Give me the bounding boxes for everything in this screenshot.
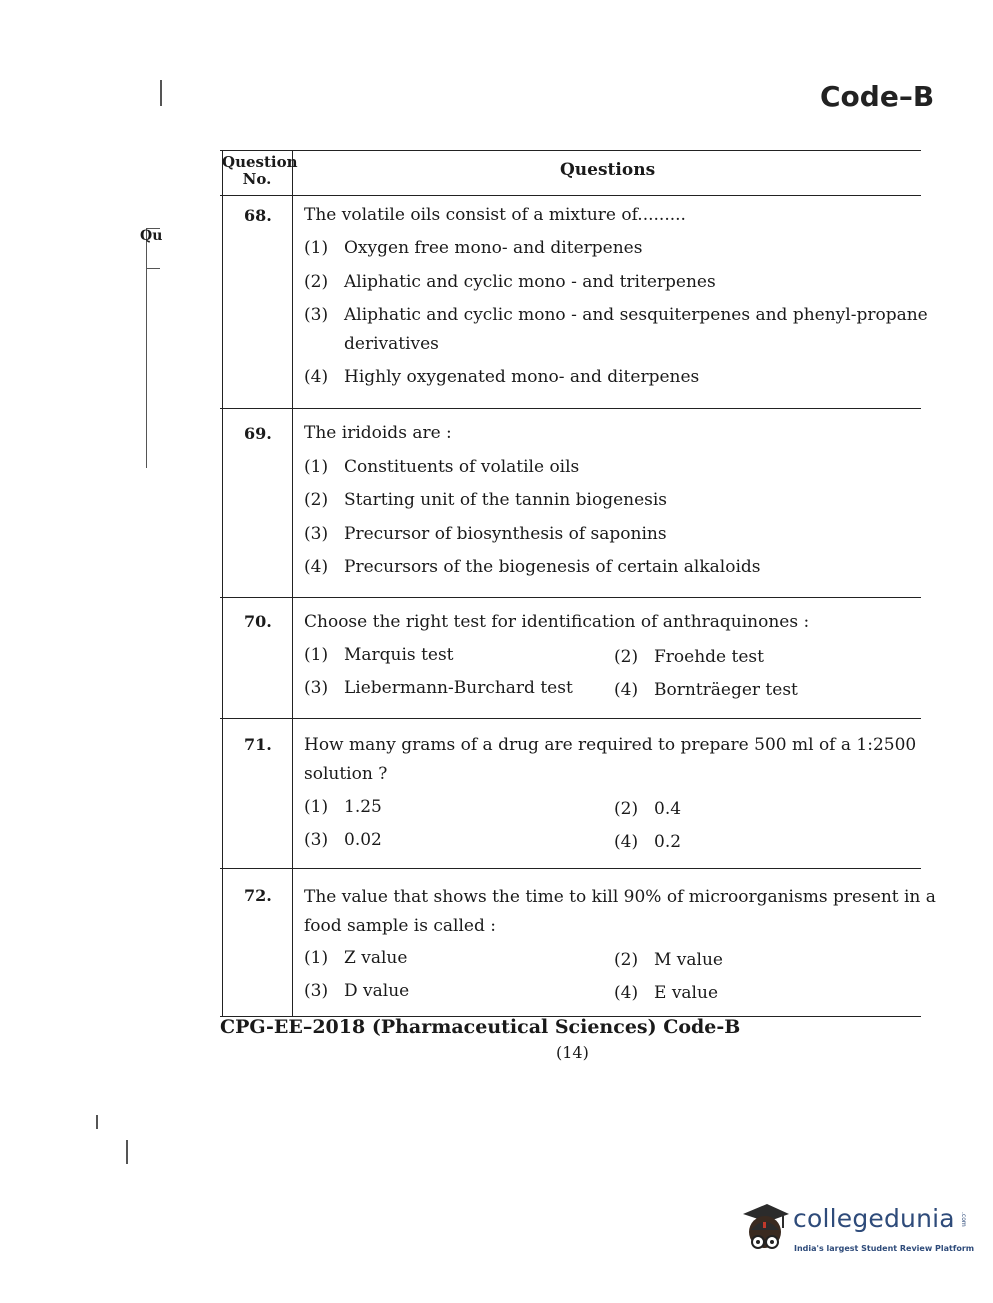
scan-mark	[146, 268, 160, 269]
question-number: 69.	[244, 424, 272, 443]
option: (3) 0.02	[304, 830, 382, 850]
question-number: 70.	[244, 612, 272, 631]
option: (2) M value	[614, 950, 723, 970]
option: (2) Aliphatic and cyclic mono - and triterpenes	[304, 272, 716, 292]
table-border	[220, 195, 921, 196]
question-text-continued: solution ?	[304, 764, 388, 784]
question-text-continued: food sample is called :	[304, 916, 496, 936]
option: (1) Marquis test	[304, 645, 454, 665]
scan-mark	[126, 1140, 128, 1164]
scan-mark	[146, 228, 147, 468]
question-text: Choose the right test for identification of anthraquinones :	[304, 612, 810, 632]
question-table	[220, 150, 936, 1014]
logo-wordmark: collegedunia	[793, 1204, 955, 1233]
question-number: 71.	[244, 735, 272, 754]
header-question-no: Question No.	[222, 153, 298, 188]
option: (1) Constituents of volatile oils	[304, 457, 580, 477]
option-continued: derivatives	[344, 334, 439, 354]
option: (2) Froehde test	[614, 647, 764, 667]
table-border	[220, 597, 921, 598]
collegedunia-logo[interactable]	[737, 1200, 975, 1262]
table-border	[222, 150, 223, 1016]
option: (2) 0.4	[614, 799, 682, 819]
option: (4) 0.2	[614, 832, 682, 852]
code-label: Code–B	[820, 80, 935, 113]
side-fragment-text: Qu	[140, 228, 163, 244]
option: (1) Oxygen free mono- and diterpenes	[304, 238, 643, 258]
question-text: How many grams of a drug are required to prepare 500 ml of a 1:2500	[304, 735, 917, 755]
table-border	[220, 718, 921, 719]
option: (1) 1.25	[304, 797, 382, 817]
question-number: 68.	[244, 206, 272, 225]
table-border	[220, 408, 921, 409]
table-border	[220, 150, 921, 151]
scan-mark	[96, 1115, 98, 1129]
question-text: The volatile oils consist of a mixture of.........	[304, 205, 686, 225]
table-border	[292, 150, 293, 1016]
question-text: The value that shows the time to kill 90% of microorganisms present in a	[304, 887, 936, 907]
option: (3) D value	[304, 981, 410, 1001]
table-border	[220, 868, 921, 869]
logo-tagline: India's largest Student Review Platform	[794, 1244, 975, 1253]
option: (1) Z value	[304, 948, 408, 968]
option: (4) Highly oxygenated mono- and diterpenes	[304, 367, 700, 387]
question-number: 72.	[244, 886, 272, 905]
exam-footer: CPG-EE–2018 (Pharmaceutical Sciences) Code-B	[220, 1016, 741, 1038]
option: (4) Precursors of the biogenesis of certain alkaloids	[304, 557, 761, 577]
option: (4) Bornträeger test	[614, 680, 798, 700]
option: (3) Precursor of biosynthesis of saponins	[304, 524, 667, 544]
mascot-icon	[737, 1200, 793, 1262]
page-number: (14)	[556, 1043, 589, 1062]
option: (4) E value	[614, 983, 718, 1003]
option: (2) Starting unit of the tannin biogenesis	[304, 490, 668, 510]
option: (3) Aliphatic and cyclic mono - and sesquiterpenes and phenyl-propane	[304, 305, 928, 325]
question-text: The iridoids are :	[304, 423, 452, 443]
header-questions: Questions	[560, 160, 656, 180]
logo-suffix: .com	[960, 1212, 967, 1227]
option: (3) Liebermann-Burchard test	[304, 678, 573, 698]
scan-mark	[160, 80, 162, 106]
